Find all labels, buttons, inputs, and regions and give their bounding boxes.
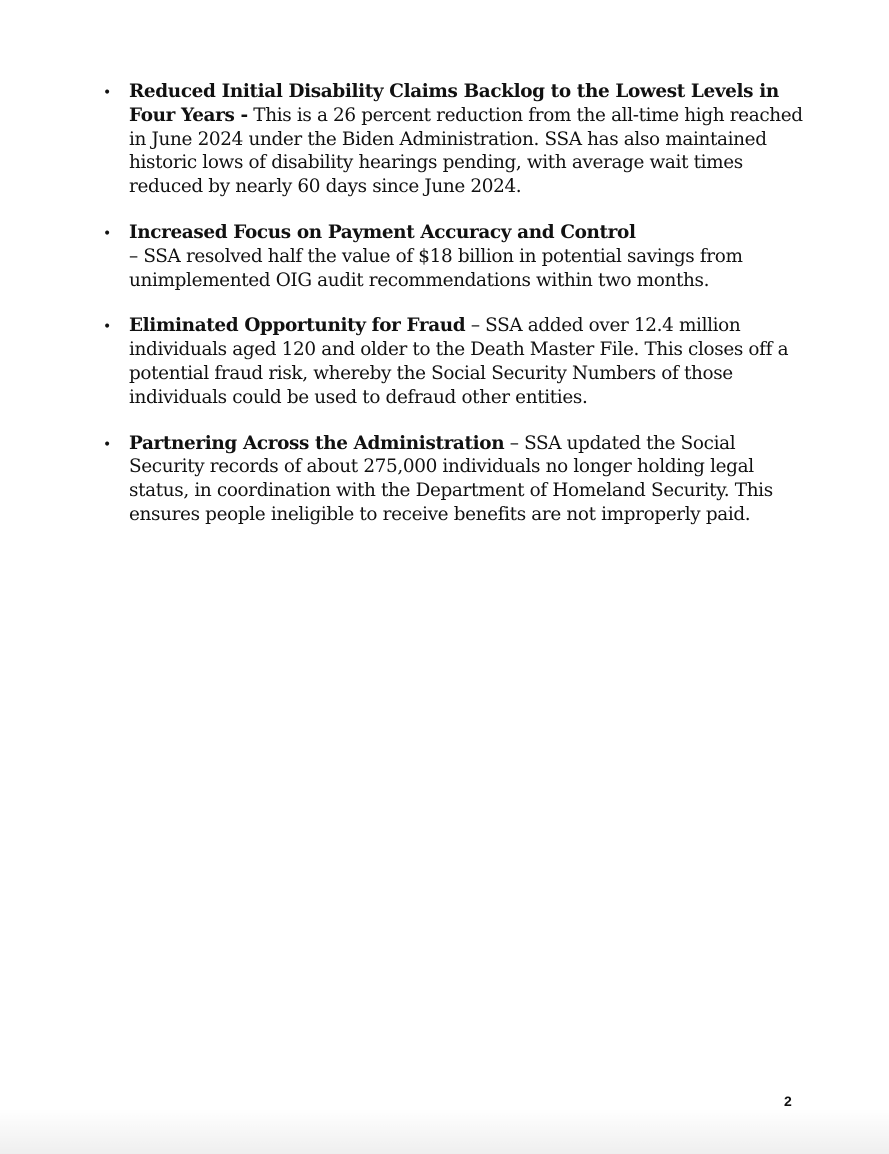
bullet-item-partnering xyxy=(103,432,803,527)
bullet-item-fraud xyxy=(103,314,803,409)
bullet-icon: • xyxy=(103,436,111,453)
bullet-title: Increased Focus on Payment Accuracy and Control xyxy=(129,221,636,243)
bullet-item-payment-accuracy xyxy=(103,221,803,292)
page-number: 2 xyxy=(784,1093,792,1109)
bullet-title: Partnering Across the Administration xyxy=(129,432,505,454)
bullet-icon: • xyxy=(103,225,111,242)
bullet-title: Eliminated Opportunity for Fraud xyxy=(129,315,466,337)
page-bottom-shadow xyxy=(0,1109,889,1154)
bullet-list xyxy=(103,80,803,549)
bullet-text: – SSA updated the Social Security records of about 275,000 individuals no longer holding legal status, in coordination with the Department of Homeland Security. This ensures people ineligible to receive benefits are not improperly paid. xyxy=(129,432,773,525)
bullet-text: – SSA added over 12.4 million individuals aged 120 and older to the Death Master File. This closes off a potential fraud risk, whereby the Social Security Numbers of those individuals could be used to defraud other entities. xyxy=(129,315,789,408)
bullet-text: – SSA resolved half the value of $18 billion in potential savings from unimplemented OIG audit recommendations within two months. xyxy=(129,245,743,291)
bullet-icon: • xyxy=(103,85,111,101)
bullet-item-backlog xyxy=(103,80,803,199)
bullet-title: Reduced Initial Disability Claims Backlog to the Lowest Levels in Four Years - xyxy=(129,81,779,126)
bullet-text: This is a 26 percent reduction from the all-time high reached in June 2024 under the Biden Administration. SSA has also maintained historic lows of disability hearings pending, with average wait times reduced by nearly 60 days since June 2024. xyxy=(129,104,803,198)
bullet-icon: • xyxy=(103,319,111,336)
